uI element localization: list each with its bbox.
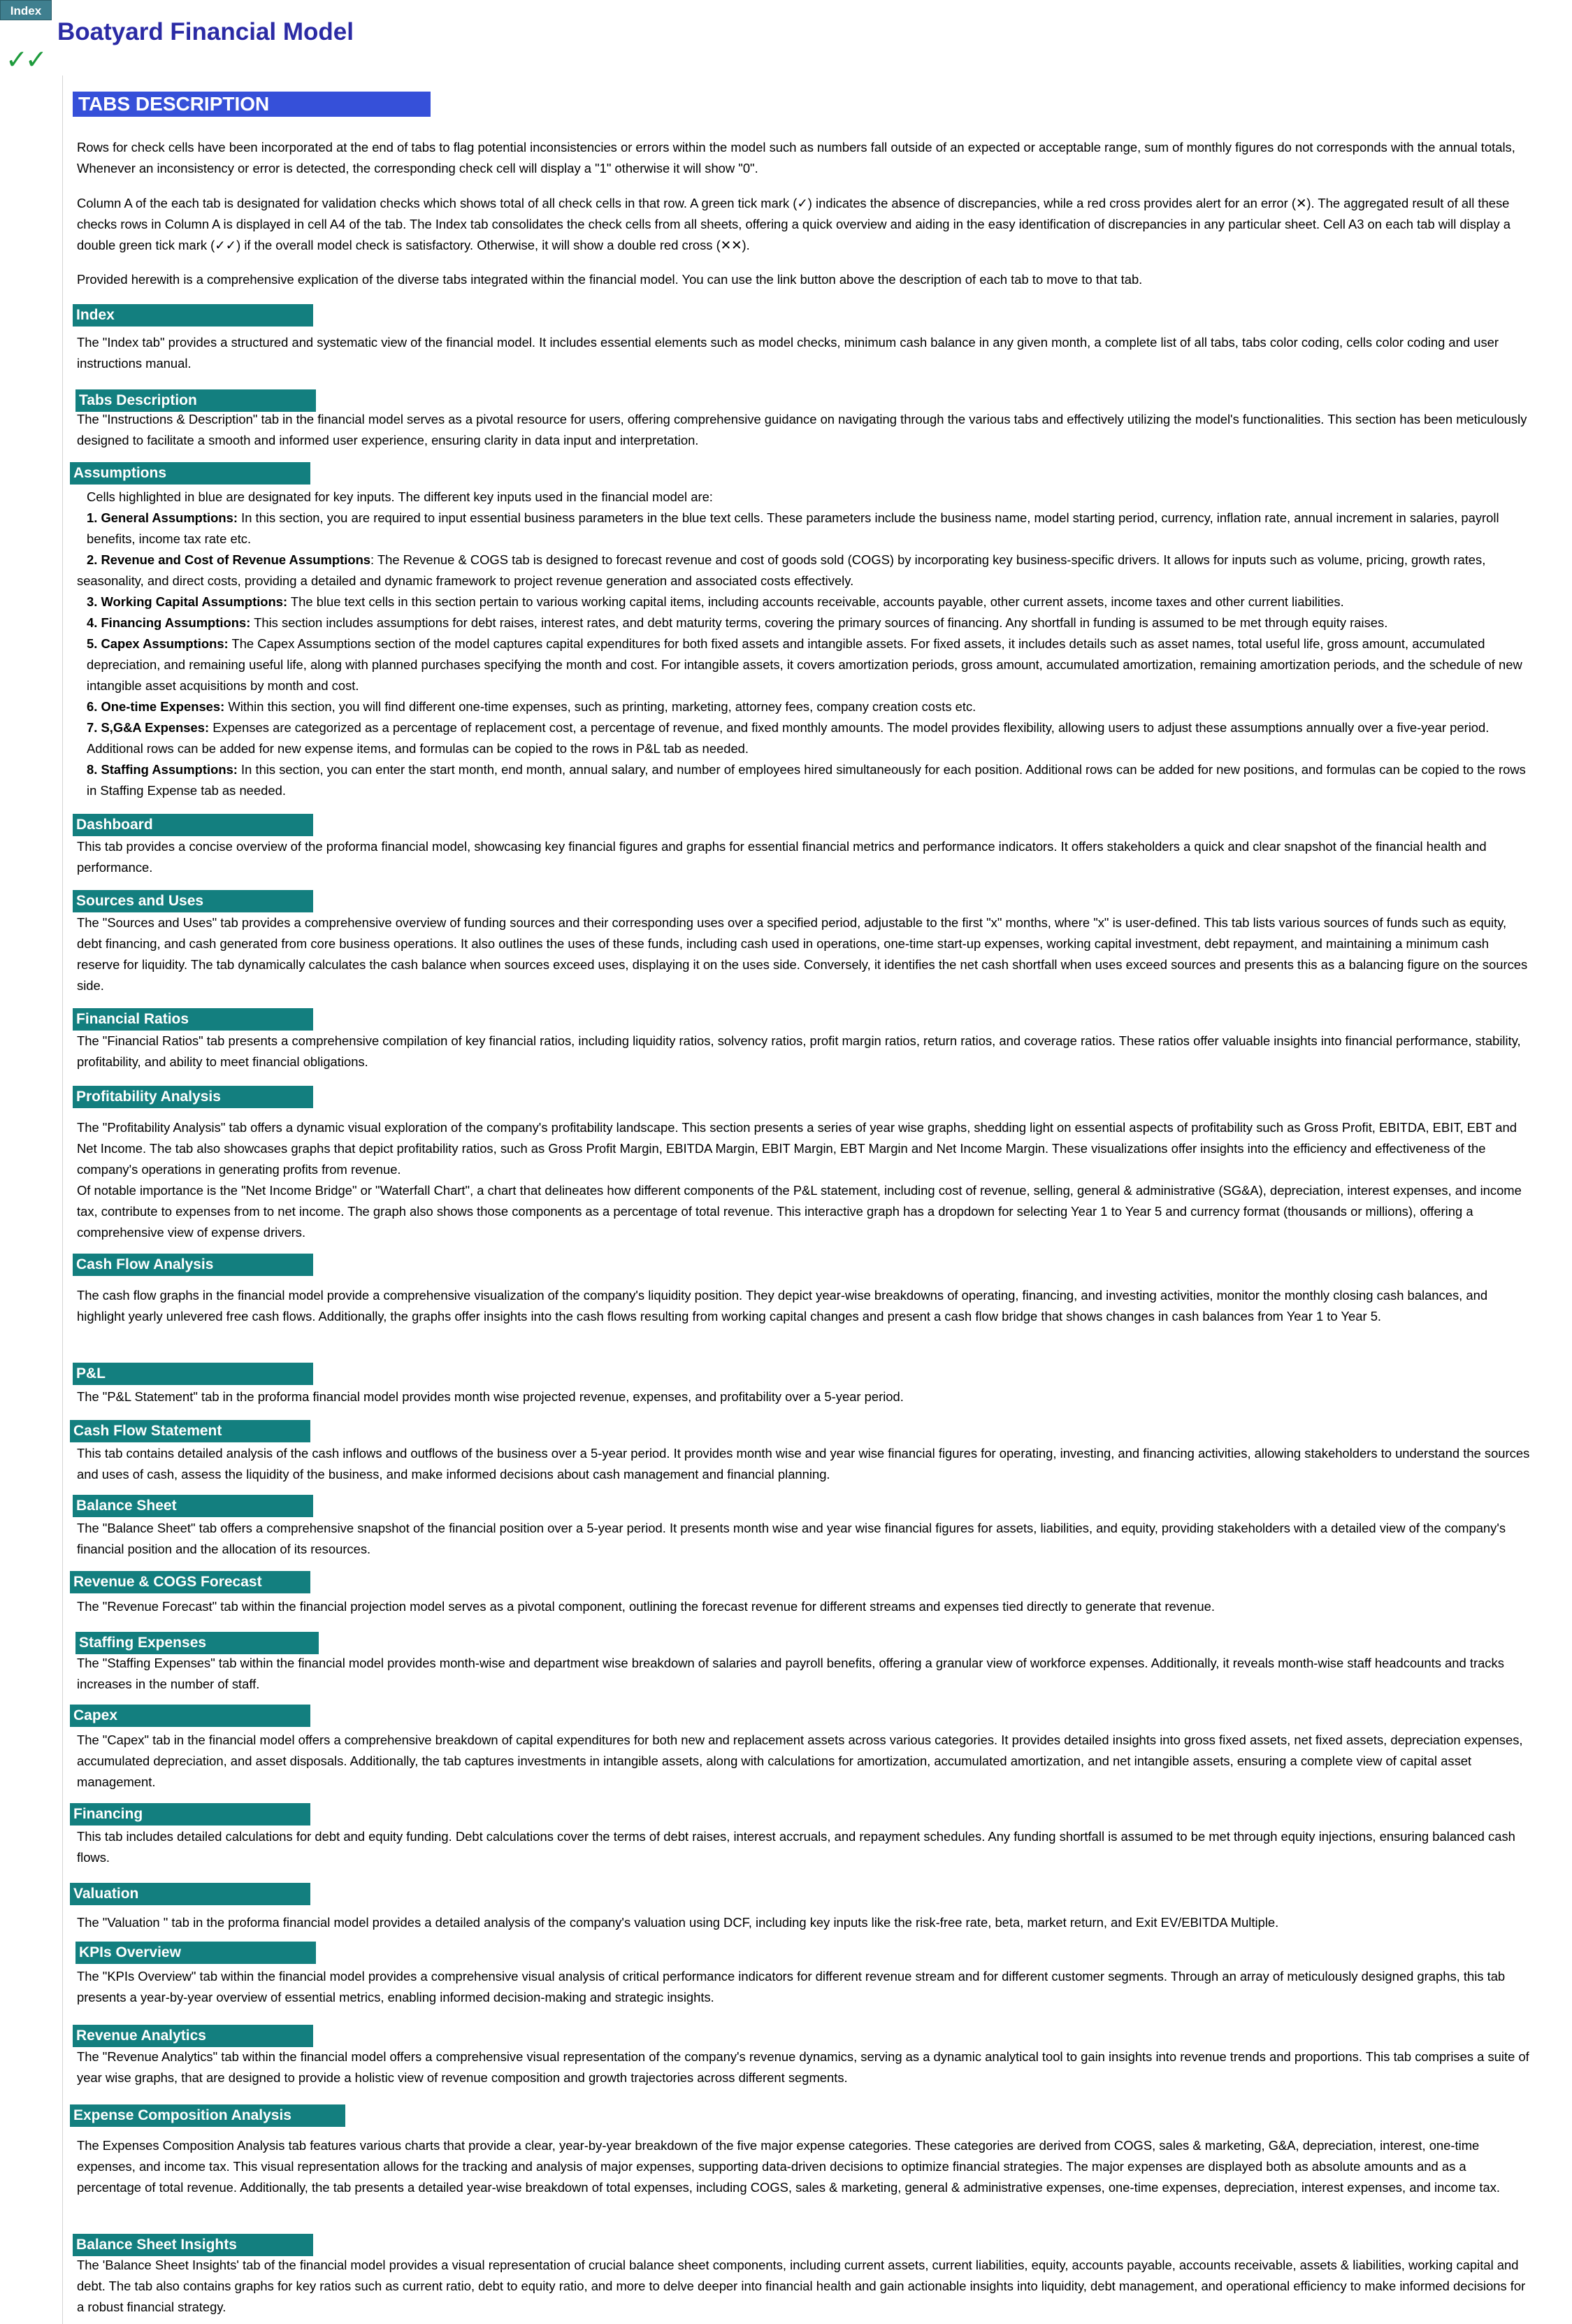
cash-flow-statement-description: This tab contains detailed analysis of the cash inflows and outflows of the business over a 5-year period. It provides month wise and year wise financial figures for operating, investing, and financing activities, allowing stakeholders to understand the sources and uses of cash, assess the liquidity of the business, and make informed decisions about cash management and financial planning. <box>77 1446 1530 1482</box>
assumption-item: 3. Working Capital Assumptions: The blue text cells in this section pertain to various working capital items, including accounts receivable, accounts payable, other current assets, income taxes and other current liabilities. <box>87 594 1344 609</box>
balance-sheet-insights-description: The 'Balance Sheet Insights' tab of the financial model provides a visual representation of crucial balance sheet components, including current assets, current liabilities, equity, accounts payable, accounts receivable, assets & liabilities, working capital and debt. The tab also contains graphs for key ratios such as current ratio, debt to equity ratio, and more to delve deeper into financial health and gain actionable insights into liquidity, debt management, and operational efficiency to make informed decisions for a robust financial strategy. <box>77 2258 1526 2314</box>
capex-description: The "Capex" tab in the financial model offers a comprehensive breakdown of capital expenditures for both new and replacement assets across various categories. It provides detailed insights into gross fixed assets, net fixed assets, depreciation expenses, accumulated depreciation, and asset disposals. Additionally, the tab captures investments in intangible assets, along with calculations for amortization, accumulated amortization, and net intangible assets, ensuring a complete view of capital asset management. <box>77 1733 1523 1789</box>
section-link-financing[interactable]: Financing <box>70 1803 310 1826</box>
model-title: Boatyard Financial Model <box>57 18 354 45</box>
intro-column-a: Column A of the each tab is designated for validation checks which shows total of all check cells in that row. A green tick mark (✓) indicates the absence of discrepancies, while a red cross provides alert for an error (✕). The aggregated result of all these checks rows in Column A is displayed in cell A4 of the tab. The Index tab consolidates the check cells from all sheets, offering a quick overview and aiding in the easy identification of discrepancies in any particular sheet. Cell A3 on each tab will display a double green tick mark (✓✓) if the overall model check is satisfactory. Otherwise, it will show a double red cross (✕✕). <box>77 196 1511 252</box>
section-link-cash-flow-statement[interactable]: Cash Flow Statement <box>70 1420 310 1442</box>
assumption-item: 7. S,G&A Expenses: Expenses are categorized as a percentage of replacement cost, a percentage of revenue, and fixed monthly amounts. The model provides flexibility, allowing users to adjust these assumptions annually over a five-year period. Additional rows can be added for new expense items, and formulas can be copied to the rows in P&L tab as needed. <box>87 720 1490 756</box>
financial-ratios-description: The "Financial Ratios" tab presents a comprehensive compilation of key financial ratios, including liquidity ratios, solvency ratios, profit margin ratios, return ratios, and coverage ratios. These ratios offer valuable insights into financial performance, stability, profitability, and ability to meet financial obligations. <box>77 1033 1521 1069</box>
assumption-item: 4. Financing Assumptions: This section includes assumptions for debt raises, interest rates, and debt maturity terms, covering the primary sources of financing. Any shortfall in funding is assumed to be met through equity raises. <box>87 615 1388 630</box>
section-link-revenue-analytics[interactable]: Revenue Analytics <box>73 2025 313 2047</box>
financing-description: This tab includes detailed calculations for debt and equity funding. Debt calculations cover the terms of debt raises, interest accruals, and repayment schedules. Any funding shortfall is assumed to be met through equity injections, ensuring balanced cash flows. <box>77 1829 1515 1865</box>
index-description: The "Index tab" provides a structured and systematic view of the financial model. It includes essential elements such as model checks, minimum cash balance in any given month, a complete list of all tabs, tabs color coding, cells color coding and user instructions manual. <box>77 335 1499 371</box>
section-link-cash-flow-analysis[interactable]: Cash Flow Analysis <box>73 1254 313 1276</box>
intro-explication: Provided herewith is a comprehensive explication of the diverse tabs integrated within the financial model. You can use the link button above the description of each tab to move to that tab. <box>77 272 1143 287</box>
section-link-financial-ratios[interactable]: Financial Ratios <box>73 1008 313 1031</box>
revenue-cogs-description: The "Revenue Forecast" tab within the financial projection model serves as a pivotal component, outlining the forecast revenue for different streams and expenses tied directly to generate that revenue. <box>77 1599 1215 1614</box>
section-link-pl[interactable]: P&L <box>73 1363 313 1385</box>
assumption-item: 5. Capex Assumptions: The Capex Assumptions section of the model captures capital expenditures for both fixed assets and intangible assets. For fixed assets, it includes details such as asset names, total useful life, gross amount, accumulated depreciation, and remaining useful life, along with planned purchases specifying the month and cost. For intangible assets, it covers amortization periods, gross amount, accumulated amortization, remaining amortization periods, and the schedule of new intangible asset acquisitions by month and cost. <box>87 636 1522 693</box>
kpis-overview-description: The "KPIs Overview" tab within the financial model provides a comprehensive visual analysis of critical performance indicators for different revenue stream and for different customer segments. Through an array of meticulously designed graphs, this tab presents a year-by-year overview of essential metrics, enabling informed decision-making and strategic insights. <box>77 1969 1506 2004</box>
profitability-description: The "Profitability Analysis" tab offers a dynamic visual exploration of the company's profitability landscape. This section presents a series of year wise graphs, shedding light on essential aspects of profitability such as Gross Profit, EBITDA, EBIT, EBT and Net Income. The tab also showcases graphs that depict profitability ratios, such as Gross Profit Margin, EBITDA Margin, EBIT Margin, EBT Margin and Net Income Margin. These visualizations offer insights into the efficiency and effectiveness of the company's operations in generating profits from revenue. <box>77 1120 1517 1177</box>
section-link-kpis-overview[interactable]: KPIs Overview <box>75 1942 316 1964</box>
section-link-staffing-expenses[interactable]: Staffing Expenses <box>75 1632 319 1654</box>
dashboard-description: This tab provides a concise overview of the proforma financial model, showcasing key financial figures and graphs for essential financial metrics and performance indicators. It offers stakeholders a quick and clear snapshot of the financial health and performance. <box>77 839 1487 875</box>
profitability-bridge-description: Of notable importance is the "Net Income Bridge" or "Waterfall Chart", a chart that delineates how different components of the P&L statement, including cost of revenue, selling, general & administrative (SG&A), depreciation, interest expenses, and income tax, contribute to expenses from to net income. The graph also shows those components as a percentage of total revenue. This interactive graph has a dropdown for selecting Year 1 to Year 5 and currency format (thousands or millions), offering a comprehensive view of expense drivers. <box>77 1183 1522 1240</box>
section-link-tabs-description[interactable]: Tabs Description <box>75 389 316 412</box>
assumption-item: 1. General Assumptions: In this section, you are required to input essential business parameters in the blue text cells. These parameters include the business name, model starting period, currency, inflation rate, annual increment in salaries, payroll benefits, income tax rate etc. <box>87 510 1499 546</box>
double-check-mark-icon: ✓✓ <box>6 45 45 75</box>
revenue-analytics-description: The "Revenue Analytics" tab within the financial model offers a comprehensive visual representation of the company's revenue dynamics, serving as a dynamic analytical tool to gain insights into revenue trends and proportions. This tab comprises a suite of year wise graphs, that are designed to provide a holistic view of revenue composition and growth trajectories across different segments. <box>77 2049 1529 2085</box>
section-link-profitability-analysis[interactable]: Profitability Analysis <box>73 1086 313 1108</box>
tabs-description-heading: TABS DESCRIPTION <box>73 92 431 117</box>
section-link-capex[interactable]: Capex <box>70 1705 310 1727</box>
section-link-assumptions[interactable]: Assumptions <box>70 462 310 485</box>
section-link-valuation[interactable]: Valuation <box>70 1883 310 1905</box>
section-link-expense-composition[interactable]: Expense Composition Analysis <box>70 2104 345 2127</box>
assumptions-intro: Cells highlighted in blue are designated for key inputs. The different key inputs used in the financial model are: <box>87 489 713 504</box>
valuation-description: The "Valuation " tab in the proforma financial model provides a detailed analysis of the company's valuation using DCF, including key inputs like the risk-free rate, beta, market return, and Exit EV/EBITDA Multiple. <box>77 1915 1279 1930</box>
sources-uses-description: The "Sources and Uses" tab provides a comprehensive overview of funding sources and their corresponding uses over a specified period, adjustable to the first "x" months, where "x" is user-defined. This tab lists various sources of funds such as equity, debt financing, and cash generated from core business operations. It also outlines the uses of these funds, including cash used in operations, one-time start-up expenses, working capital investment, debt repayment, and maintaining a minimum cash reserve for liquidity. The tab dynamically calculates the cash balance when sources exceed uses, displaying it on the uses side. Conversely, it identifies the net cash shortfall when uses exceed sources and presents this as a balancing figure on the sources side. <box>77 915 1528 993</box>
cash-flow-analysis-description: The cash flow graphs in the financial model provide a comprehensive visualization of the company's liquidity position. They depict year-wise breakdowns of operating, financing, and investing activities, monitor the monthly closing cash balances, and highlight yearly unlevered free cash flows. Additionally, the graphs offer insights into the cash flows resulting from working capital changes and present a cash flow bridge that shows changes in cash balances from Year 1 to Year 5. <box>77 1288 1488 1324</box>
expense-composition-description: The Expenses Composition Analysis tab features various charts that provide a clear, year-by-year breakdown of the five major expense categories. These categories are derived from COGS, sales & marketing, G&A, depreciation, interest, one-time expenses, and income tax. This visual representation allows for the tracking and analysis of major expenses, supporting data-driven decisions to optimize financial strategies. The major expenses are displayed both as absolute amounts and as a percentage of total revenue. Additionally, the tab presents a detailed year-wise breakdown of total expenses, including COGS, sales & marketing, general & administrative expenses, one-time expenses, depreciation, interest expenses, and income tax. <box>77 2138 1501 2195</box>
assumption-item: 2. Revenue and Cost of Revenue Assumptions: The Revenue & COGS tab is designed to forecast revenue and cost of goods sold (COGS) by incorporating key business-specific drivers. It allows for inputs such as volume, pricing, growth rates, seasonality, and direct costs, providing a detailed and dynamic framework to project revenue generation and associated costs effectively. <box>77 552 1486 588</box>
section-link-balance-sheet[interactable]: Balance Sheet <box>73 1495 313 1517</box>
section-link-dashboard[interactable]: Dashboard <box>73 814 313 836</box>
section-link-sources-uses[interactable]: Sources and Uses <box>73 890 313 912</box>
assumption-item: 8. Staffing Assumptions: In this section, you can enter the start month, end month, annual salary, and number of employees hired simultaneously for each position. Additional rows can be added for new positions, and formulas can be copied to the rows in Staffing Expense tab as needed. <box>87 762 1526 798</box>
balance-sheet-description: The "Balance Sheet" tab offers a comprehensive snapshot of the financial position over a 5-year period. It presents month wise and year wise financial figures for assets, liabilities, and equity, providing stakeholders with a detailed view of the company's financial position and the allocation of its resources. <box>77 1521 1506 1556</box>
section-link-balance-sheet-insights[interactable]: Balance Sheet Insights <box>73 2234 313 2256</box>
column-divider <box>62 76 63 2324</box>
intro-check-cells: Rows for check cells have been incorporated at the end of tabs to flag potential inconsistencies or errors within the model such as numbers fall outside of an expected or acceptable range, sum of monthly figures do not corresponds with the annual totals, Whenever an inconsistency or error is detected, the corresponding check cell will display a "1" otherwise it will show "0". <box>77 140 1515 175</box>
assumptions-description <box>77 487 1531 801</box>
section-link-revenue-cogs[interactable]: Revenue & COGS Forecast <box>70 1571 310 1593</box>
index-link-button[interactable]: Index <box>0 0 52 20</box>
tabs-description-text: The "Instructions & Description" tab in the financial model serves as a pivotal resource for users, offering comprehensive guidance on navigating through the various tabs and effectively utilizing the model's functionalities. This section has been meticulously designed to facilitate a smooth and informed user experience, ensuring clarity in data input and interpretation. <box>77 412 1527 447</box>
pl-description: The "P&L Statement" tab in the proforma financial model provides month wise projected revenue, expenses, and profitability over a 5-year period. <box>77 1389 904 1404</box>
section-link-index[interactable]: Index <box>73 304 313 327</box>
staffing-expenses-description: The "Staffing Expenses" tab within the financial model provides month-wise and department wise breakdown of salaries and payroll benefits, offering a granular view of workforce expenses. Additionally, it reveals month-wise staff headcounts and tracks increases in the number of staff. <box>77 1656 1504 1691</box>
assumption-item: 6. One-time Expenses: Within this section, you will find different one-time expenses, such as printing, marketing, attorney fees, company creation costs etc. <box>87 699 976 714</box>
